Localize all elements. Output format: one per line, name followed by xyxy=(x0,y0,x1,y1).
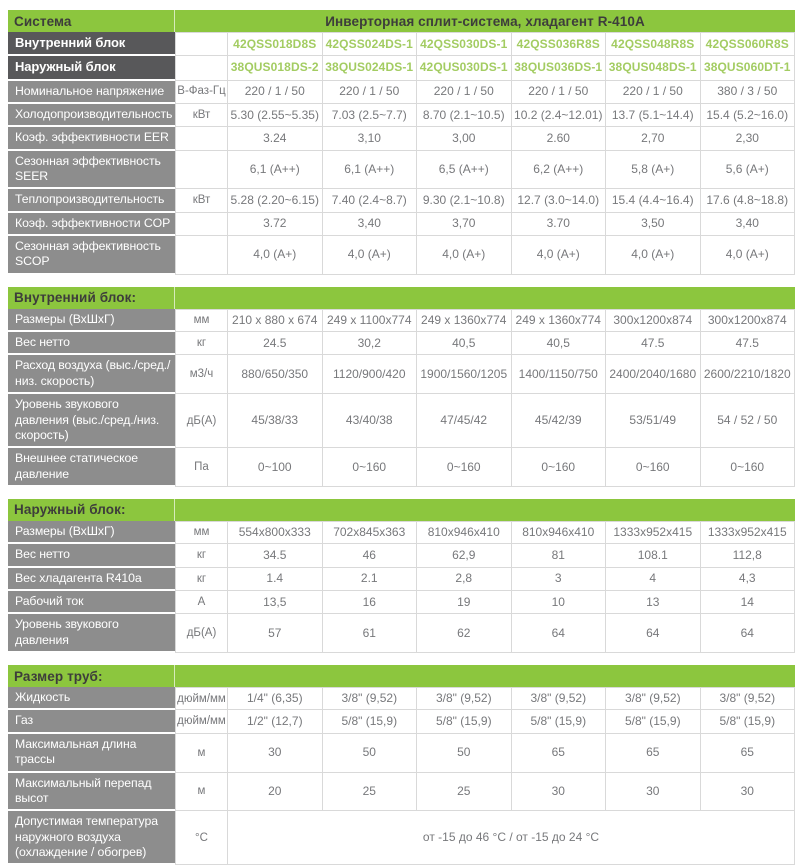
value-cell: 2,30 xyxy=(701,127,796,150)
value-cell: 40,5 xyxy=(512,332,607,355)
value-cell: 1.4 xyxy=(228,568,323,591)
spec-row xyxy=(8,687,795,710)
value-cell: 3,00 xyxy=(417,127,512,150)
spec-row xyxy=(8,81,795,104)
value-cell: 1333x952x415 xyxy=(701,521,796,544)
row-label: Вес хладагента R410a xyxy=(8,568,175,591)
value-cell: 5.28 (2.20~6.15) xyxy=(228,189,323,212)
spec-row xyxy=(8,544,795,567)
section-pipe-size xyxy=(8,665,795,865)
merged-value-cell: от -15 до 46 °C / от -15 до 24 °C xyxy=(228,811,795,865)
spec-row xyxy=(8,332,795,355)
value-cell: 220 / 1 / 50 xyxy=(606,81,701,104)
value-cell: 880/650/350 xyxy=(228,355,323,394)
row-label: Максимальный перепад высот xyxy=(8,773,175,812)
value-cell: 14 xyxy=(701,591,796,614)
section-header-label: Внутренний блок: xyxy=(8,287,175,309)
row-label: Максимальная длина трассы xyxy=(8,734,175,773)
value-cell: 3.72 xyxy=(228,213,323,236)
model-number: 42QSS036R8S xyxy=(512,32,607,56)
value-cell: 2,8 xyxy=(417,568,512,591)
spec-row xyxy=(8,189,795,212)
unit-cell: кВт xyxy=(175,189,228,212)
value-cell: 112,8 xyxy=(701,544,796,567)
section-system xyxy=(8,10,795,275)
value-cell: 62 xyxy=(417,614,512,653)
value-cell: 4,0 (A+) xyxy=(606,236,701,275)
value-cell: 108.1 xyxy=(606,544,701,567)
value-cell: 4,0 (A+) xyxy=(323,236,418,275)
value-cell: 0~160 xyxy=(512,448,607,487)
value-cell: 13.7 (5.1~14.4) xyxy=(606,104,701,127)
value-cell: 810x946x410 xyxy=(417,521,512,544)
unit-cell: кг xyxy=(175,544,228,567)
row-label: Уровень звукового давления xyxy=(8,614,175,653)
unit-cell: °C xyxy=(175,811,228,865)
value-cell: 30 xyxy=(228,734,323,773)
value-cell: 1/2" (12,7) xyxy=(228,710,323,733)
spec-row xyxy=(8,448,795,487)
value-cell: 6,2 (A++) xyxy=(512,151,607,190)
value-cell: 4,0 (A+) xyxy=(417,236,512,275)
value-cell: 554x800x333 xyxy=(228,521,323,544)
unit-cell: дБ(А) xyxy=(175,614,228,653)
row-label: Наружный блок xyxy=(8,56,175,80)
value-cell: 65 xyxy=(606,734,701,773)
value-cell: 15.4 (5.2~16.0) xyxy=(701,104,796,127)
value-cell: 5/8" (15,9) xyxy=(417,710,512,733)
row-label: Номинальное напряжение xyxy=(8,81,175,104)
value-cell: 53/51/49 xyxy=(606,394,701,448)
value-cell: 5/8" (15,9) xyxy=(606,710,701,733)
spec-row xyxy=(8,104,795,127)
value-cell: 12.7 (3.0~14.0) xyxy=(512,189,607,212)
value-cell: 1120/900/420 xyxy=(323,355,418,394)
row-label: Теплопроизводительность xyxy=(8,189,175,212)
value-cell: 3.24 xyxy=(228,127,323,150)
value-cell: 6,5 (A++) xyxy=(417,151,512,190)
value-cell: 7.40 (2.4~8.7) xyxy=(323,189,418,212)
value-cell: 19 xyxy=(417,591,512,614)
value-cell: 10 xyxy=(512,591,607,614)
value-cell: 20 xyxy=(228,773,323,812)
spec-row xyxy=(8,56,795,80)
spec-row xyxy=(8,734,795,773)
table-title: Инверторная сплит-система, хладагент R-410A xyxy=(325,13,645,29)
value-cell: 5,8 (A+) xyxy=(606,151,701,190)
spec-row xyxy=(8,394,795,448)
value-cell: 380 / 3 / 50 xyxy=(701,81,796,104)
section-header-system xyxy=(8,10,795,32)
spec-row xyxy=(8,309,795,332)
section-header-pipe-size xyxy=(8,665,795,687)
spec-row xyxy=(8,127,795,150)
value-cell: 1400/1150/750 xyxy=(512,355,607,394)
value-cell: 24.5 xyxy=(228,332,323,355)
value-cell: 3,40 xyxy=(701,213,796,236)
model-number: 38QUS048DS-1 xyxy=(606,56,701,80)
row-label: Внешнее статическое давление xyxy=(8,448,175,487)
value-cell: 2,70 xyxy=(606,127,701,150)
value-cell: 2600/2210/1820 xyxy=(701,355,796,394)
spec-row xyxy=(8,32,795,56)
unit-cell: м xyxy=(175,773,228,812)
value-cell: 4 xyxy=(606,568,701,591)
value-cell: 40,5 xyxy=(417,332,512,355)
value-cell: 3/8" (9,52) xyxy=(417,687,512,710)
unit-cell: м3/ч xyxy=(175,355,228,394)
value-cell: 54 / 52 / 50 xyxy=(701,394,796,448)
value-cell: 13 xyxy=(606,591,701,614)
value-cell: 3,50 xyxy=(606,213,701,236)
value-cell: 43/40/38 xyxy=(323,394,418,448)
row-label: Расход воздуха (выс./сред./низ. скорость) xyxy=(8,355,175,394)
spec-row xyxy=(8,773,795,812)
value-cell: 220 / 1 / 50 xyxy=(228,81,323,104)
value-cell: 0~160 xyxy=(323,448,418,487)
value-cell: 9.30 (2.1~10.8) xyxy=(417,189,512,212)
unit-cell: мм xyxy=(175,521,228,544)
value-cell: 17.6 (4.8~18.8) xyxy=(701,189,796,212)
value-cell: 47.5 xyxy=(606,332,701,355)
value-cell: 2.1 xyxy=(323,568,418,591)
value-cell: 45/42/39 xyxy=(512,394,607,448)
value-cell: 15.4 (4.4~16.4) xyxy=(606,189,701,212)
value-cell: 0~160 xyxy=(606,448,701,487)
unit-cell: кВт xyxy=(175,104,228,127)
value-cell: 3/8" (9,52) xyxy=(606,687,701,710)
section-header-label: Размер труб: xyxy=(8,665,175,687)
spec-row xyxy=(8,151,795,190)
value-cell: 47.5 xyxy=(701,332,796,355)
value-cell: 3/8" (9,52) xyxy=(512,687,607,710)
section-header-indoor-unit xyxy=(8,287,795,309)
value-cell: 3/8" (9,52) xyxy=(323,687,418,710)
value-cell: 1900/1560/1205 xyxy=(417,355,512,394)
value-cell: 6,1 (A++) xyxy=(228,151,323,190)
unit-cell xyxy=(175,56,228,80)
value-cell: 0~160 xyxy=(701,448,796,487)
value-cell: 4,3 xyxy=(701,568,796,591)
value-cell: 3 xyxy=(512,568,607,591)
section-outdoor-unit xyxy=(8,499,795,653)
model-number: 42QUS030DS-1 xyxy=(417,56,512,80)
model-number: 42QSS060R8S xyxy=(701,32,796,56)
value-cell: 210 x 880 x 674 xyxy=(228,309,323,332)
value-cell: 30 xyxy=(512,773,607,812)
model-number: 42QSS030DS-1 xyxy=(417,32,512,56)
row-label: Уровень звукового давления (выс./сред./низ. скорость) xyxy=(8,394,175,448)
spec-row xyxy=(8,213,795,236)
section-header-label: Наружный блок: xyxy=(8,499,175,521)
value-cell: 3.70 xyxy=(512,213,607,236)
value-cell: 8.70 (2.1~10.5) xyxy=(417,104,512,127)
unit-cell xyxy=(175,151,228,190)
unit-cell: дюйм/мм xyxy=(175,687,228,710)
row-label: Размеры (ВхШхГ) xyxy=(8,521,175,544)
value-cell: 5,6 (A+) xyxy=(701,151,796,190)
value-cell: 3,40 xyxy=(323,213,418,236)
spec-tables xyxy=(8,10,795,865)
value-cell: 220 / 1 / 50 xyxy=(417,81,512,104)
value-cell: 702x845x363 xyxy=(323,521,418,544)
value-cell: 220 / 1 / 50 xyxy=(512,81,607,104)
row-label: Коэф. эффективности COP xyxy=(8,213,175,236)
value-cell: 62,9 xyxy=(417,544,512,567)
value-cell: 25 xyxy=(417,773,512,812)
value-cell: 47/45/42 xyxy=(417,394,512,448)
row-label: Сезонная эффективность SCOP xyxy=(8,236,175,275)
value-cell: 3/8" (9,52) xyxy=(701,687,796,710)
spec-row xyxy=(8,811,795,865)
spec-row xyxy=(8,710,795,733)
unit-cell xyxy=(175,236,228,275)
value-cell: 220 / 1 / 50 xyxy=(323,81,418,104)
value-cell: 7.03 (2.5~7.7) xyxy=(323,104,418,127)
unit-cell: дБ(А) xyxy=(175,394,228,448)
value-cell: 34.5 xyxy=(228,544,323,567)
value-cell: 300x1200x874 xyxy=(606,309,701,332)
value-cell: 3,70 xyxy=(417,213,512,236)
unit-cell: Па xyxy=(175,448,228,487)
value-cell: 30,2 xyxy=(323,332,418,355)
value-cell: 0~100 xyxy=(228,448,323,487)
unit-cell: мм xyxy=(175,309,228,332)
value-cell: 300x1200x874 xyxy=(701,309,796,332)
row-label: Холодопроизводительность xyxy=(8,104,175,127)
spec-row xyxy=(8,355,795,394)
model-number: 42QSS048R8S xyxy=(606,32,701,56)
value-cell: 1/4" (6,35) xyxy=(228,687,323,710)
value-cell: 4,0 (A+) xyxy=(228,236,323,275)
row-label: Размеры (ВхШхГ) xyxy=(8,309,175,332)
row-label: Рабочий ток xyxy=(8,591,175,614)
value-cell: 25 xyxy=(323,773,418,812)
spec-row xyxy=(8,521,795,544)
value-cell: 5/8" (15,9) xyxy=(323,710,418,733)
model-number: 42QSS018D8S xyxy=(228,32,323,56)
value-cell: 10.2 (2.4~12.01) xyxy=(512,104,607,127)
row-label: Газ xyxy=(8,710,175,733)
row-label: Вес нетто xyxy=(8,544,175,567)
model-number: 38QUS060DT-1 xyxy=(701,56,796,80)
spec-row xyxy=(8,614,795,653)
row-label: Жидкость xyxy=(8,687,175,710)
spec-row xyxy=(8,568,795,591)
value-cell: 2.60 xyxy=(512,127,607,150)
model-number: 38QUS024DS-1 xyxy=(323,56,418,80)
value-cell: 2400/2040/1680 xyxy=(606,355,701,394)
value-cell: 30 xyxy=(606,773,701,812)
row-label: Коэф. эффективности EER xyxy=(8,127,175,150)
unit-cell xyxy=(175,127,228,150)
value-cell: 81 xyxy=(512,544,607,567)
value-cell: 249 x 1100x774 xyxy=(323,309,418,332)
value-cell: 16 xyxy=(323,591,418,614)
value-cell: 249 x 1360x774 xyxy=(417,309,512,332)
value-cell: 64 xyxy=(701,614,796,653)
value-cell: 46 xyxy=(323,544,418,567)
value-cell: 6,1 (A++) xyxy=(323,151,418,190)
value-cell: 65 xyxy=(701,734,796,773)
value-cell: 50 xyxy=(323,734,418,773)
value-cell: 5/8" (15,9) xyxy=(512,710,607,733)
value-cell: 50 xyxy=(417,734,512,773)
model-number: 42QSS024DS-1 xyxy=(323,32,418,56)
spec-row xyxy=(8,236,795,275)
spec-row xyxy=(8,591,795,614)
value-cell: 64 xyxy=(512,614,607,653)
unit-cell xyxy=(175,213,228,236)
value-cell: 249 x 1360x774 xyxy=(512,309,607,332)
unit-cell: кг xyxy=(175,568,228,591)
row-label: Внутренний блок xyxy=(8,32,175,56)
value-cell: 45/38/33 xyxy=(228,394,323,448)
section-header-outdoor-unit xyxy=(8,499,795,521)
value-cell: 810x946x410 xyxy=(512,521,607,544)
value-cell: 4,0 (A+) xyxy=(512,236,607,275)
value-cell: 30 xyxy=(701,773,796,812)
section-header-label: Система xyxy=(8,10,175,32)
row-label: Допустимая температура наружного воздуха (охлаждение / обогрев) xyxy=(8,811,175,865)
value-cell: 4,0 (A+) xyxy=(701,236,796,275)
unit-cell xyxy=(175,32,228,56)
row-label: Вес нетто xyxy=(8,332,175,355)
unit-cell: А xyxy=(175,591,228,614)
value-cell: 64 xyxy=(606,614,701,653)
value-cell: 13,5 xyxy=(228,591,323,614)
value-cell: 61 xyxy=(323,614,418,653)
value-cell: 1333x952x415 xyxy=(606,521,701,544)
model-number: 38QUS018DS-2 xyxy=(228,56,323,80)
value-cell: 3,10 xyxy=(323,127,418,150)
value-cell: 0~160 xyxy=(417,448,512,487)
value-cell: 5.30 (2.55~5.35) xyxy=(228,104,323,127)
value-cell: 65 xyxy=(512,734,607,773)
unit-cell: В-Фаз-Гц xyxy=(175,81,228,104)
unit-cell: м xyxy=(175,734,228,773)
value-cell: 57 xyxy=(228,614,323,653)
unit-cell: кг xyxy=(175,332,228,355)
row-label: Сезонная эффективность SEER xyxy=(8,151,175,190)
unit-cell: дюйм/мм xyxy=(175,710,228,733)
model-number: 38QUS036DS-1 xyxy=(512,56,607,80)
value-cell: 5/8" (15,9) xyxy=(701,710,796,733)
section-indoor-unit xyxy=(8,287,795,487)
